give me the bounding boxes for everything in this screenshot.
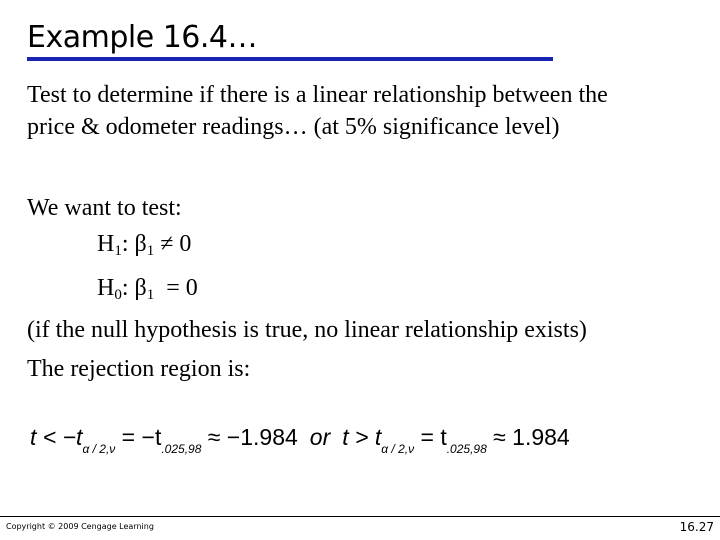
null-hypothesis	[97, 273, 198, 310]
want-to-test-text: We want to test:	[27, 195, 182, 221]
h0-beta-subscript: 1	[146, 287, 155, 303]
page-number: 16.27	[679, 520, 714, 534]
formula-right-t: t > t	[342, 424, 382, 450]
formula-left-sub2: .025,98	[161, 442, 202, 456]
title-underline	[27, 57, 553, 61]
h0-colon-beta: : β	[121, 275, 147, 301]
intro-line-1: Test to determine if there is a linear relationship between the	[27, 82, 608, 108]
h1-colon-beta: : β	[121, 231, 147, 257]
copyright-text: Copyright © 2009 Cengage Learning	[6, 522, 154, 531]
formula-left-t: t < −t	[30, 424, 83, 450]
formula-right-sub1: α / 2,ν	[381, 442, 415, 456]
h1-beta-subscript: 1	[146, 243, 155, 259]
h1-letter: H	[97, 231, 115, 257]
formula-right-sub2: .025,98	[446, 442, 487, 456]
rejection-region-text: The rejection region is:	[27, 356, 251, 382]
h1-relation: ≠ 0	[154, 231, 192, 257]
rejection-region-formula	[30, 416, 570, 458]
footer-divider	[0, 516, 720, 517]
h1-subscript: 1	[114, 243, 122, 259]
intro-line-2: price & odometer readings… (at 5% significance level)	[27, 114, 560, 140]
h0-letter: H	[97, 275, 115, 301]
formula-approx2: ≈ 1.984	[486, 424, 570, 450]
formula-left-sub1: α / 2,ν	[82, 442, 116, 456]
h0-relation: = 0	[154, 275, 198, 301]
formula-approx1: ≈ −1.984	[201, 424, 298, 450]
slide-title: Example 16.4…	[27, 20, 257, 55]
null-note-text: (if the null hypothesis is true, no linear relationship exists)	[27, 317, 587, 343]
formula-or: or	[309, 424, 331, 450]
formula-eq2: = t	[414, 424, 447, 450]
formula-eq1: = −t	[115, 424, 162, 450]
h0-subscript: 0	[114, 287, 122, 303]
alternative-hypothesis	[97, 229, 191, 266]
